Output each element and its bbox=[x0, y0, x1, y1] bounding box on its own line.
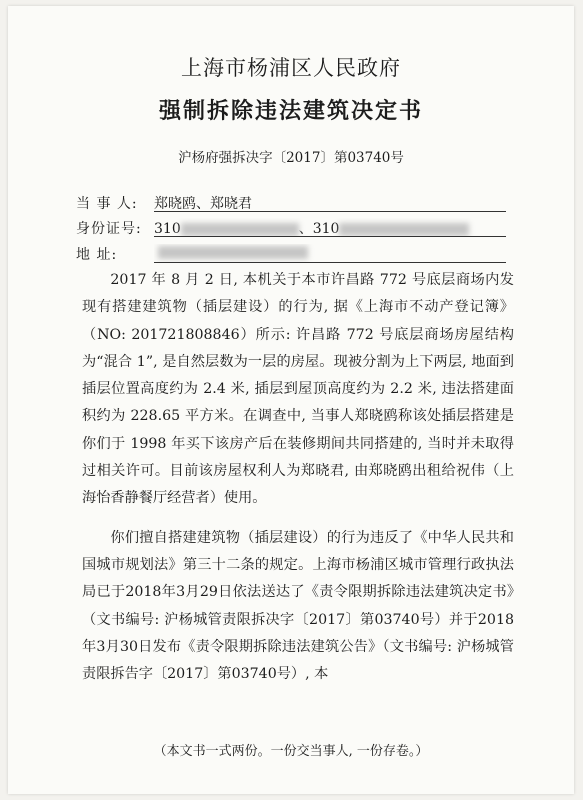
footer-note: （本文书一式两份。一份交当事人, 一份存卷。） bbox=[153, 744, 429, 759]
address-label: 地 址: bbox=[76, 247, 118, 263]
id-number-label: 身份证号: bbox=[76, 221, 142, 237]
document-number: 沪杨府强拆决字〔2017〕第03740号 bbox=[178, 150, 404, 166]
address-field bbox=[76, 244, 506, 266]
redacted-id-1 bbox=[181, 223, 299, 236]
party-field bbox=[76, 193, 506, 215]
document-title: 强制拆除违法建筑决定书 bbox=[158, 98, 423, 124]
document-body bbox=[82, 267, 514, 688]
id-prefix-1: 310 bbox=[154, 221, 181, 237]
id-number-value bbox=[154, 218, 506, 237]
id-prefix-2: 310 bbox=[312, 221, 340, 237]
issuing-organization: 上海市杨浦区人民政府 bbox=[181, 56, 401, 80]
body-paragraph-1: 2017 年 8 月 2 日, 本机关于本市许昌路 772 号底层商场内发现有搭建建筑物（插层建设）的行为, 据《上海市不动产登记簿》（NO: 201721808846）所示: 许昌路 772 号底层商场房屋结构为“混合 1”, 是自然层数为一层的房屋。现被分割为上下两层, 地面到插层位置高度约为 2.4 米, 插层到屋顶高度约为 2.2 米, 违法搭建面积约为 228.65 平方米。在调查中, 当事人郑晓鸥称该处插层搭建是你们于 1998 年买下该房产后在装修期间共同搭建的, 当时并未取得过相关许可。目前该房屋权利人为郑晓君, 由郑晓鸥出租给祝伟（上海怡香静餐厅经营者）使用。 bbox=[82, 272, 514, 507]
address-value bbox=[154, 244, 506, 263]
id-number-field bbox=[76, 218, 506, 240]
redacted-id-2 bbox=[339, 223, 469, 236]
redacted-address bbox=[158, 246, 308, 259]
id-separator: 、 bbox=[298, 221, 313, 237]
document-page bbox=[8, 6, 574, 794]
party-value: 郑晓鸥、郑晓君 bbox=[154, 193, 506, 212]
party-label: 当 事 人: bbox=[76, 196, 138, 212]
body-paragraph-2: 你们擅自搭建建筑物（插层建设）的行为违反了《中华人民共和国城市规划法》第三十二条的规定。上海市杨浦区城市管理行政执法局已于2018年3月29日依法送达了《责令限期拆除违法建筑决定书》（文书编号: 沪杨城管责限拆决字〔2017〕第03740号）并于2018年3月30日发布《责令限期拆除违法建筑公告》（文书编号: 沪杨城管责限拆告字〔2017〕第03740号）, 本 bbox=[82, 529, 514, 683]
